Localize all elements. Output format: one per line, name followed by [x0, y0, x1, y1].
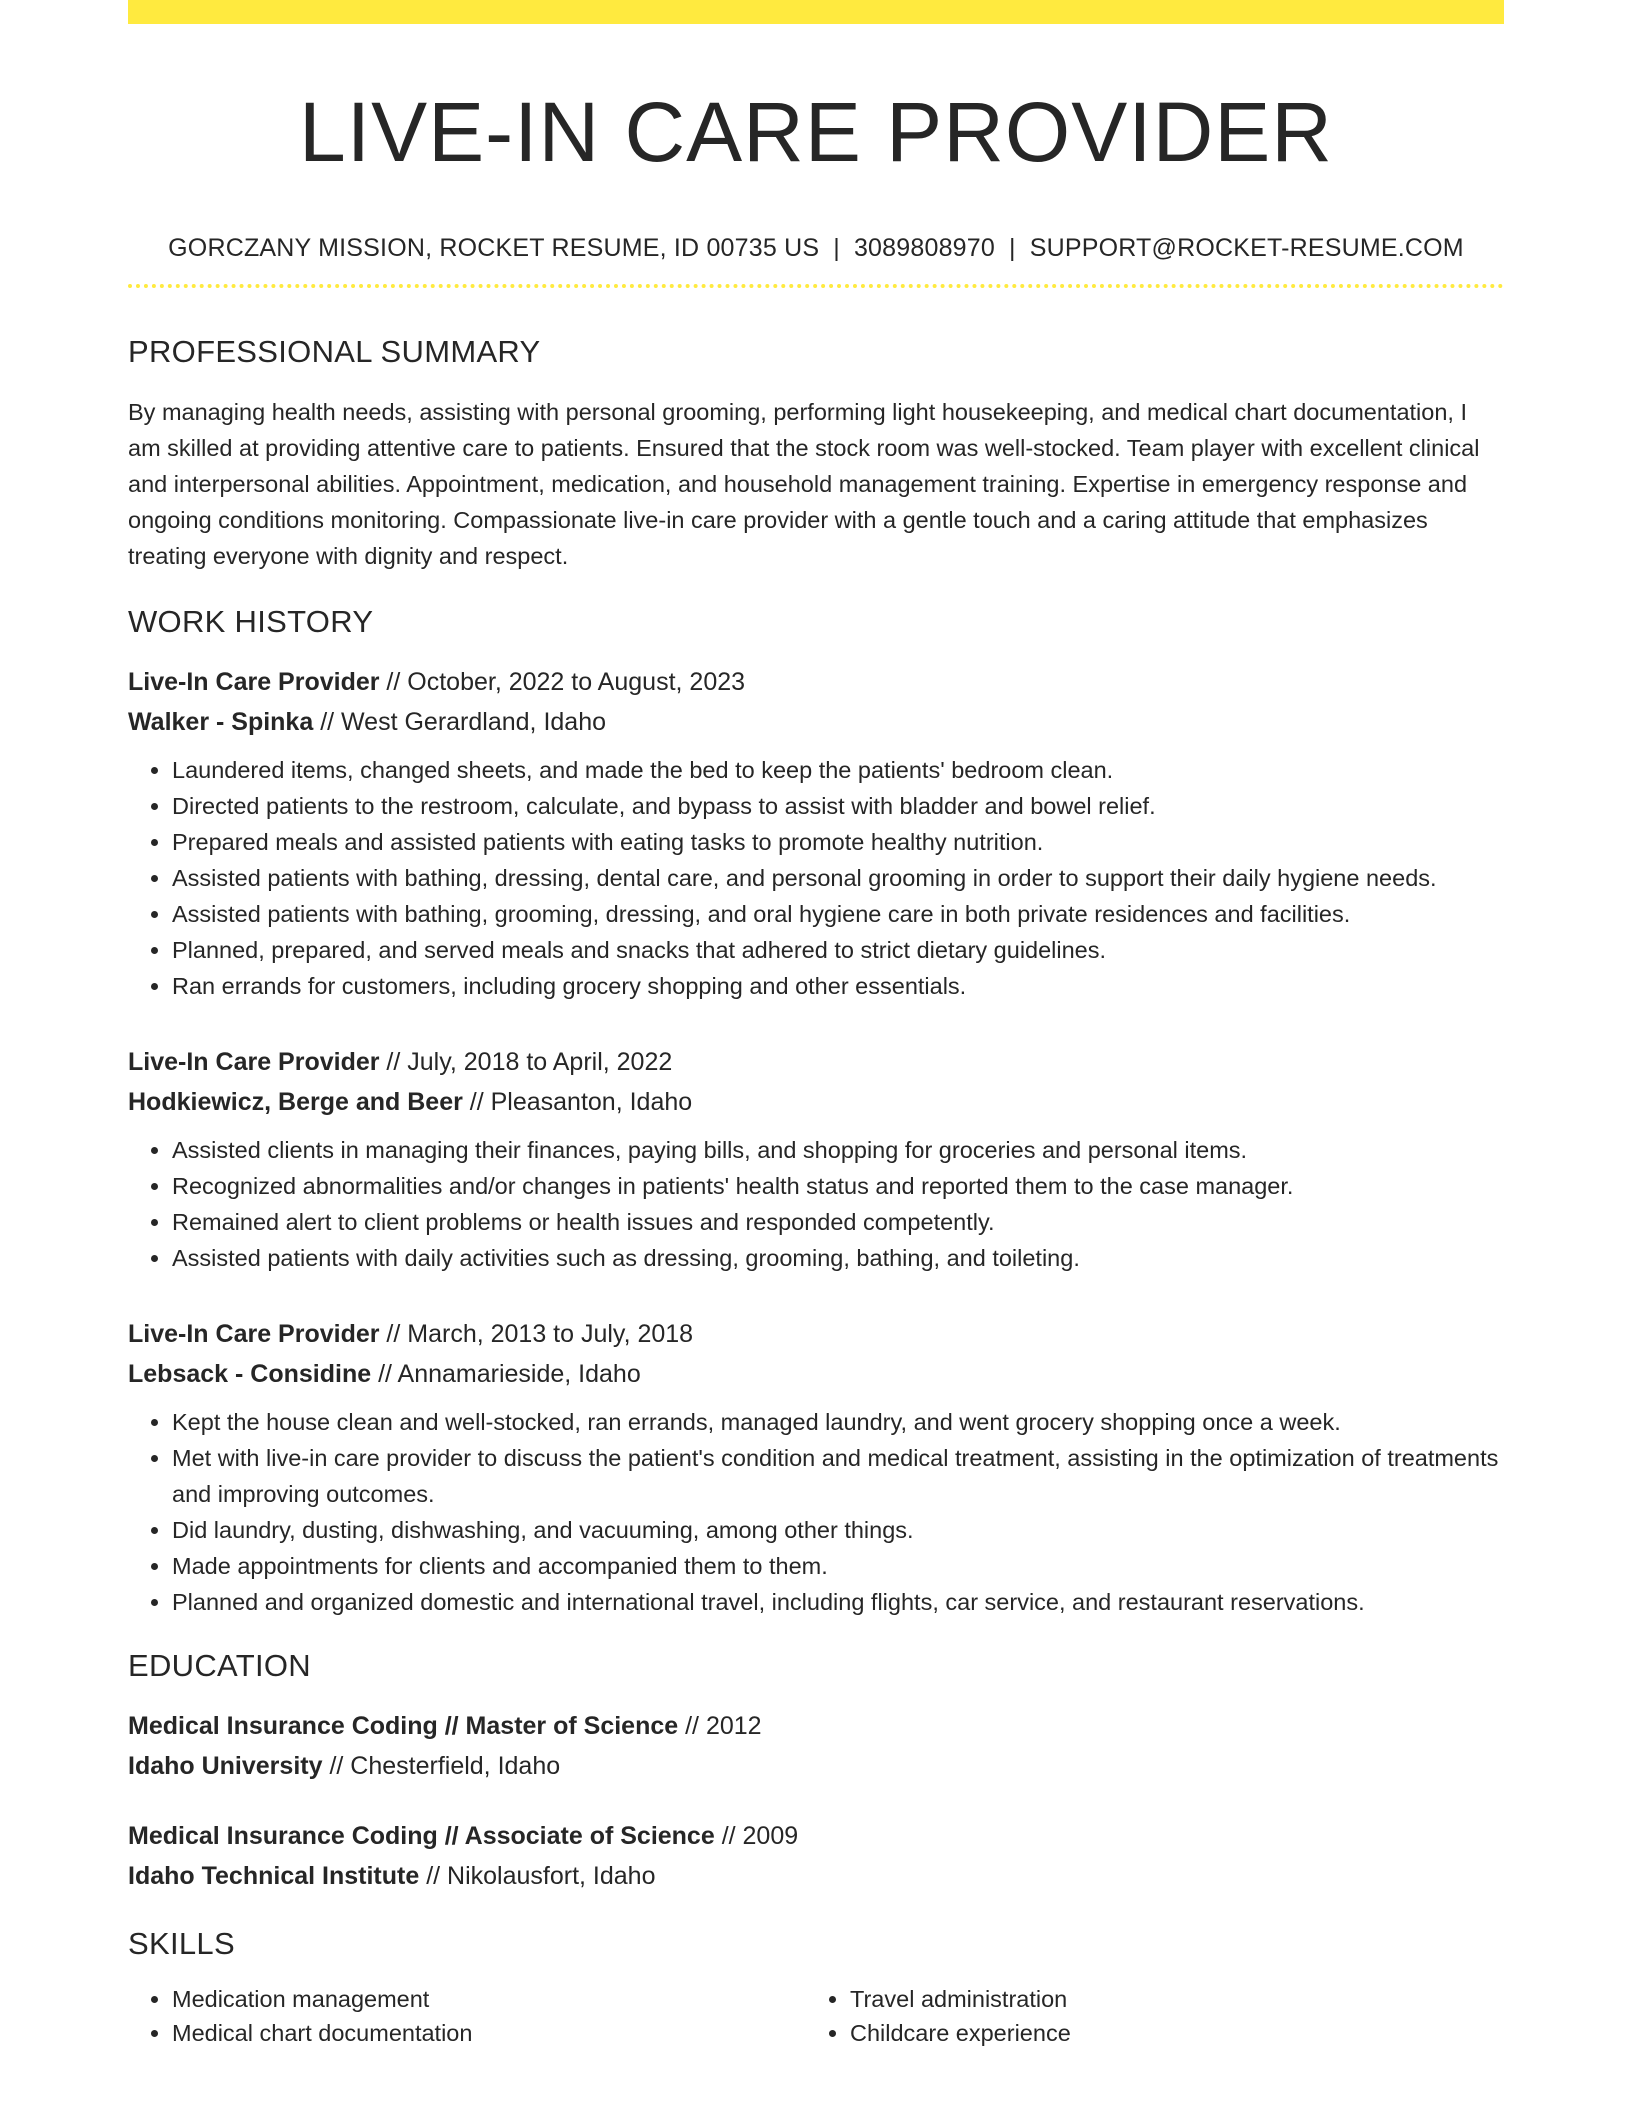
- contact-phone: 3089808970: [853, 234, 995, 262]
- resume-title: LIVE-IN CARE PROVIDER: [299, 85, 1333, 179]
- job-company: Hodkiewicz, Berge and Beer: [128, 1088, 463, 1116]
- contact-separator: |: [833, 234, 840, 262]
- education-degree: Medical Insurance Coding // Master of Science: [128, 1712, 679, 1740]
- job-title: Live-In Care Provider: [128, 1048, 380, 1076]
- education-degree-line: [128, 1816, 1504, 1856]
- job-duty: • Planned and organized domestic and international travel, including flights, car service, and restaurant reservations.: [172, 1584, 1504, 1620]
- skills-list: [128, 1982, 1504, 2050]
- job-duties: [128, 1132, 1504, 1276]
- skills-heading: SKILLS: [128, 1926, 235, 1961]
- job-entry: [128, 1042, 1504, 1276]
- job-duty: • Assisted patients with bathing, grooming, dressing, and oral hygiene care in both private residences and facilities.: [172, 896, 1504, 932]
- job-company-line: [128, 1082, 1504, 1122]
- education-entry: [128, 1816, 1504, 1896]
- job-title: Live-In Care Provider: [128, 668, 380, 696]
- job-duty: • Recognized abnormalities and/or changes in patients' health status and reported them to the case manager.: [172, 1168, 1504, 1204]
- education-degree: Medical Insurance Coding // Associate of Science: [128, 1822, 715, 1850]
- education-school-line: [128, 1746, 1504, 1786]
- job-title-line: [128, 1042, 1504, 1082]
- job-duty: • Assisted clients in managing their finances, paying bills, and shopping for groceries and personal items.: [172, 1132, 1504, 1168]
- job-location: // Annamarieside, Idaho: [371, 1360, 641, 1388]
- job-duty: • Directed patients to the restroom, calculate, and bypass to assist with bladder and bowel relief.: [172, 788, 1504, 824]
- job-entry: [128, 662, 1504, 1004]
- job-duty: • Laundered items, changed sheets, and made the bed to keep the patients' bedroom clean.: [172, 752, 1504, 788]
- contact-separator: |: [1009, 234, 1016, 262]
- job-location: // Pleasanton, Idaho: [462, 1088, 693, 1116]
- job-duty: • Remained alert to client problems or health issues and responded competently.: [172, 1204, 1504, 1240]
- job-title: Live-In Care Provider: [128, 1320, 380, 1348]
- job-entry: [128, 1314, 1504, 1620]
- education-year: // 2012: [678, 1712, 762, 1740]
- education-school-line: [128, 1856, 1504, 1896]
- job-location: // West Gerardland, Idaho: [313, 708, 606, 736]
- summary-heading: PROFESSIONAL SUMMARY: [128, 334, 541, 369]
- work-history-heading: WORK HISTORY: [128, 604, 374, 639]
- skill-item: • Childcare experience: [850, 2016, 1484, 2050]
- skill-item: • Medication management: [172, 1982, 806, 2016]
- education-school: Idaho Technical Institute: [128, 1862, 420, 1890]
- education-degree-line: [128, 1706, 1504, 1746]
- job-duty: • Ran errands for customers, including grocery shopping and other essentials.: [172, 968, 1504, 1004]
- job-duty: • Did laundry, dusting, dishwashing, and vacuuming, among other things.: [172, 1512, 1504, 1548]
- job-company: Walker - Spinka: [128, 708, 314, 736]
- job-duty: • Prepared meals and assisted patients with eating tasks to promote healthy nutrition.: [172, 824, 1504, 860]
- dotted-divider: [128, 284, 1504, 288]
- job-duty: • Assisted patients with bathing, dressing, dental care, and personal grooming in order to support their daily hygiene needs.: [172, 860, 1504, 896]
- skill-item: • Travel administration: [850, 1982, 1484, 2016]
- education-location: // Chesterfield, Idaho: [322, 1752, 561, 1780]
- skills-column-right: [806, 1982, 1484, 2050]
- job-dates: // October, 2022 to August, 2023: [379, 668, 746, 696]
- job-title-line: [128, 1314, 1504, 1354]
- skill-item: • Medical chart documentation: [172, 2016, 806, 2050]
- education-school: Idaho University: [128, 1752, 323, 1780]
- job-dates: // March, 2013 to July, 2018: [379, 1320, 694, 1348]
- job-dates: // July, 2018 to April, 2022: [379, 1048, 673, 1076]
- job-duty: • Assisted patients with daily activities such as dressing, grooming, bathing, and toileting.: [172, 1240, 1504, 1276]
- job-duty: • Made appointments for clients and accompanied them to them.: [172, 1548, 1504, 1584]
- job-duty: • Kept the house clean and well-stocked, ran errands, managed laundry, and went grocery shopping once a week.: [172, 1404, 1504, 1440]
- job-duties: [128, 1404, 1504, 1620]
- job-company: Lebsack - Considine: [128, 1360, 372, 1388]
- education-location: // Nikolausfort, Idaho: [419, 1862, 656, 1890]
- accent-top-bar: [128, 0, 1504, 24]
- education-heading: EDUCATION: [128, 1648, 311, 1683]
- job-company-line: [128, 702, 1504, 742]
- contact-line: [128, 232, 1504, 264]
- summary-text: By managing health needs, assisting with personal grooming, performing light housekeeping, and medical chart documentation, I am skilled at providing attentive care to patients. Ensured that the stock room was well-stocked. Team player with excellent clinical and interpersonal abilities. Appointment, medication, and household management training. Expertise in emergency response and ongoing conditions monitoring. Compassionate live-in care provider with a gentle touch and a caring attitude that emphasizes treating everyone with dignity and respect.: [128, 399, 1480, 569]
- contact-address: GORCZANY MISSION, ROCKET RESUME, ID 00735 US: [168, 234, 820, 262]
- job-company-line: [128, 1354, 1504, 1394]
- skills-column-left: [128, 1982, 806, 2050]
- resume-page: [128, 0, 1504, 2050]
- job-duty: • Planned, prepared, and served meals and snacks that adhered to strict dietary guidelines.: [172, 932, 1504, 968]
- job-duty: • Met with live-in care provider to discuss the patient's condition and medical treatment, assisting in the optimization of treatments and improving outcomes.: [172, 1440, 1504, 1512]
- job-duties: [128, 752, 1504, 1004]
- education-year: // 2009: [714, 1822, 799, 1850]
- job-title-line: [128, 662, 1504, 702]
- contact-email: SUPPORT@ROCKET-RESUME.COM: [1029, 234, 1464, 262]
- education-entry: [128, 1706, 1504, 1786]
